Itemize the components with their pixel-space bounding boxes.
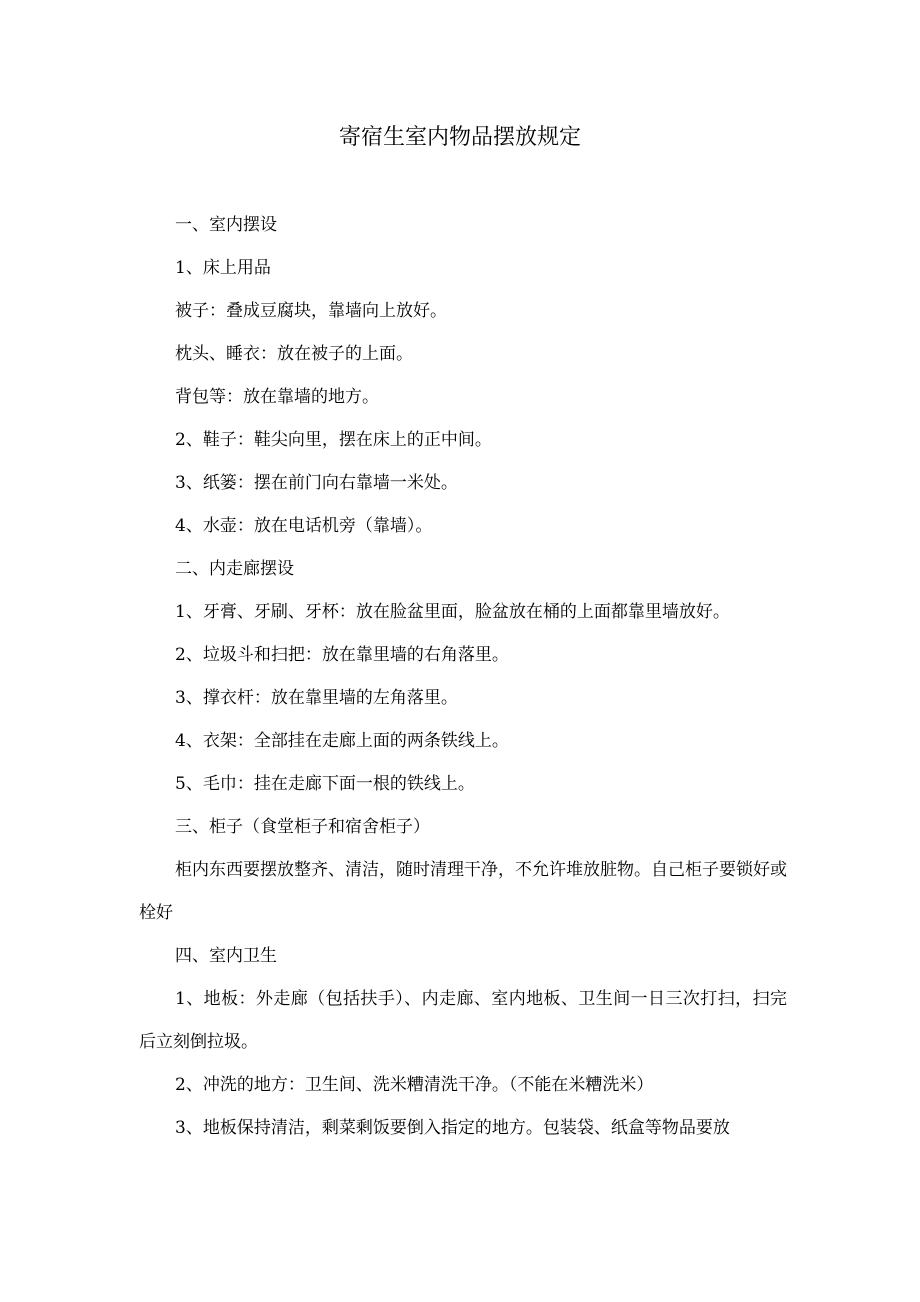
item-bedding: 1、床上用品	[175, 258, 271, 278]
document-body	[139, 204, 787, 1150]
item-shoes: 2、鞋子：鞋尖向里，摆在床上的正中间。	[175, 430, 492, 450]
item-wastebasket: 3、纸篓：摆在前门向右靠墙一米处。	[175, 473, 458, 493]
item-kettle: 4、水壶：放在电话机旁（靠墙）。	[175, 516, 433, 536]
cabinet-rules: 柜内东西要摆放整齐、清洁，随时清理干净，不允许堆放脏物。自己柜子要锁好或栓好	[139, 860, 787, 923]
item-quilt: 被子：叠成豆腐块，靠墙向上放好。	[175, 301, 447, 321]
item-dustpan-broom: 2、垃圾斗和扫把：放在靠里墙的右角落里。	[175, 645, 509, 665]
section-heading-cabinets: 三、柜子（食堂柜子和宿舍柜子）	[175, 817, 430, 837]
item-clothes-pole: 3、撑衣杆：放在靠里墙的左角落里。	[175, 688, 458, 708]
item-floor-clean-leftovers: 3、地板保持清洁，剩菜剩饭要倒入指定的地方。包装袋、纸盒等物品要放	[175, 1118, 730, 1138]
section-heading-room-setup: 一、室内摆设	[175, 215, 277, 235]
item-hangers: 4、衣架：全部挂在走廊上面的两条铁线上。	[175, 731, 509, 751]
item-towel: 5、毛巾：挂在走廊下面一根的铁线上。	[175, 774, 475, 794]
item-toothpaste: 1、牙膏、牙刷、牙杯：放在脸盆里面，脸盆放在桶的上面都靠里墙放好。	[175, 602, 730, 622]
section-heading-inner-corridor: 二、内走廊摆设	[175, 559, 294, 579]
document-title: 寄宿生室内物品摆放规定	[338, 125, 581, 150]
item-washing-areas: 2、冲洗的地方：卫生间、洗米糟清洗干净。（不能在米糟洗米）	[175, 1075, 654, 1095]
item-backpack: 背包等：放在靠墙的地方。	[175, 387, 379, 407]
item-floor-cleaning: 1、地板：外走廊（包括扶手）、内走廊、室内地板、卫生间一日三次打扫，扫完后立刻倒拉圾。	[139, 989, 787, 1052]
item-pillow-pajamas: 枕头、睡衣：放在被子的上面。	[175, 344, 413, 364]
section-heading-room-hygiene: 四、室内卫生	[175, 946, 277, 966]
